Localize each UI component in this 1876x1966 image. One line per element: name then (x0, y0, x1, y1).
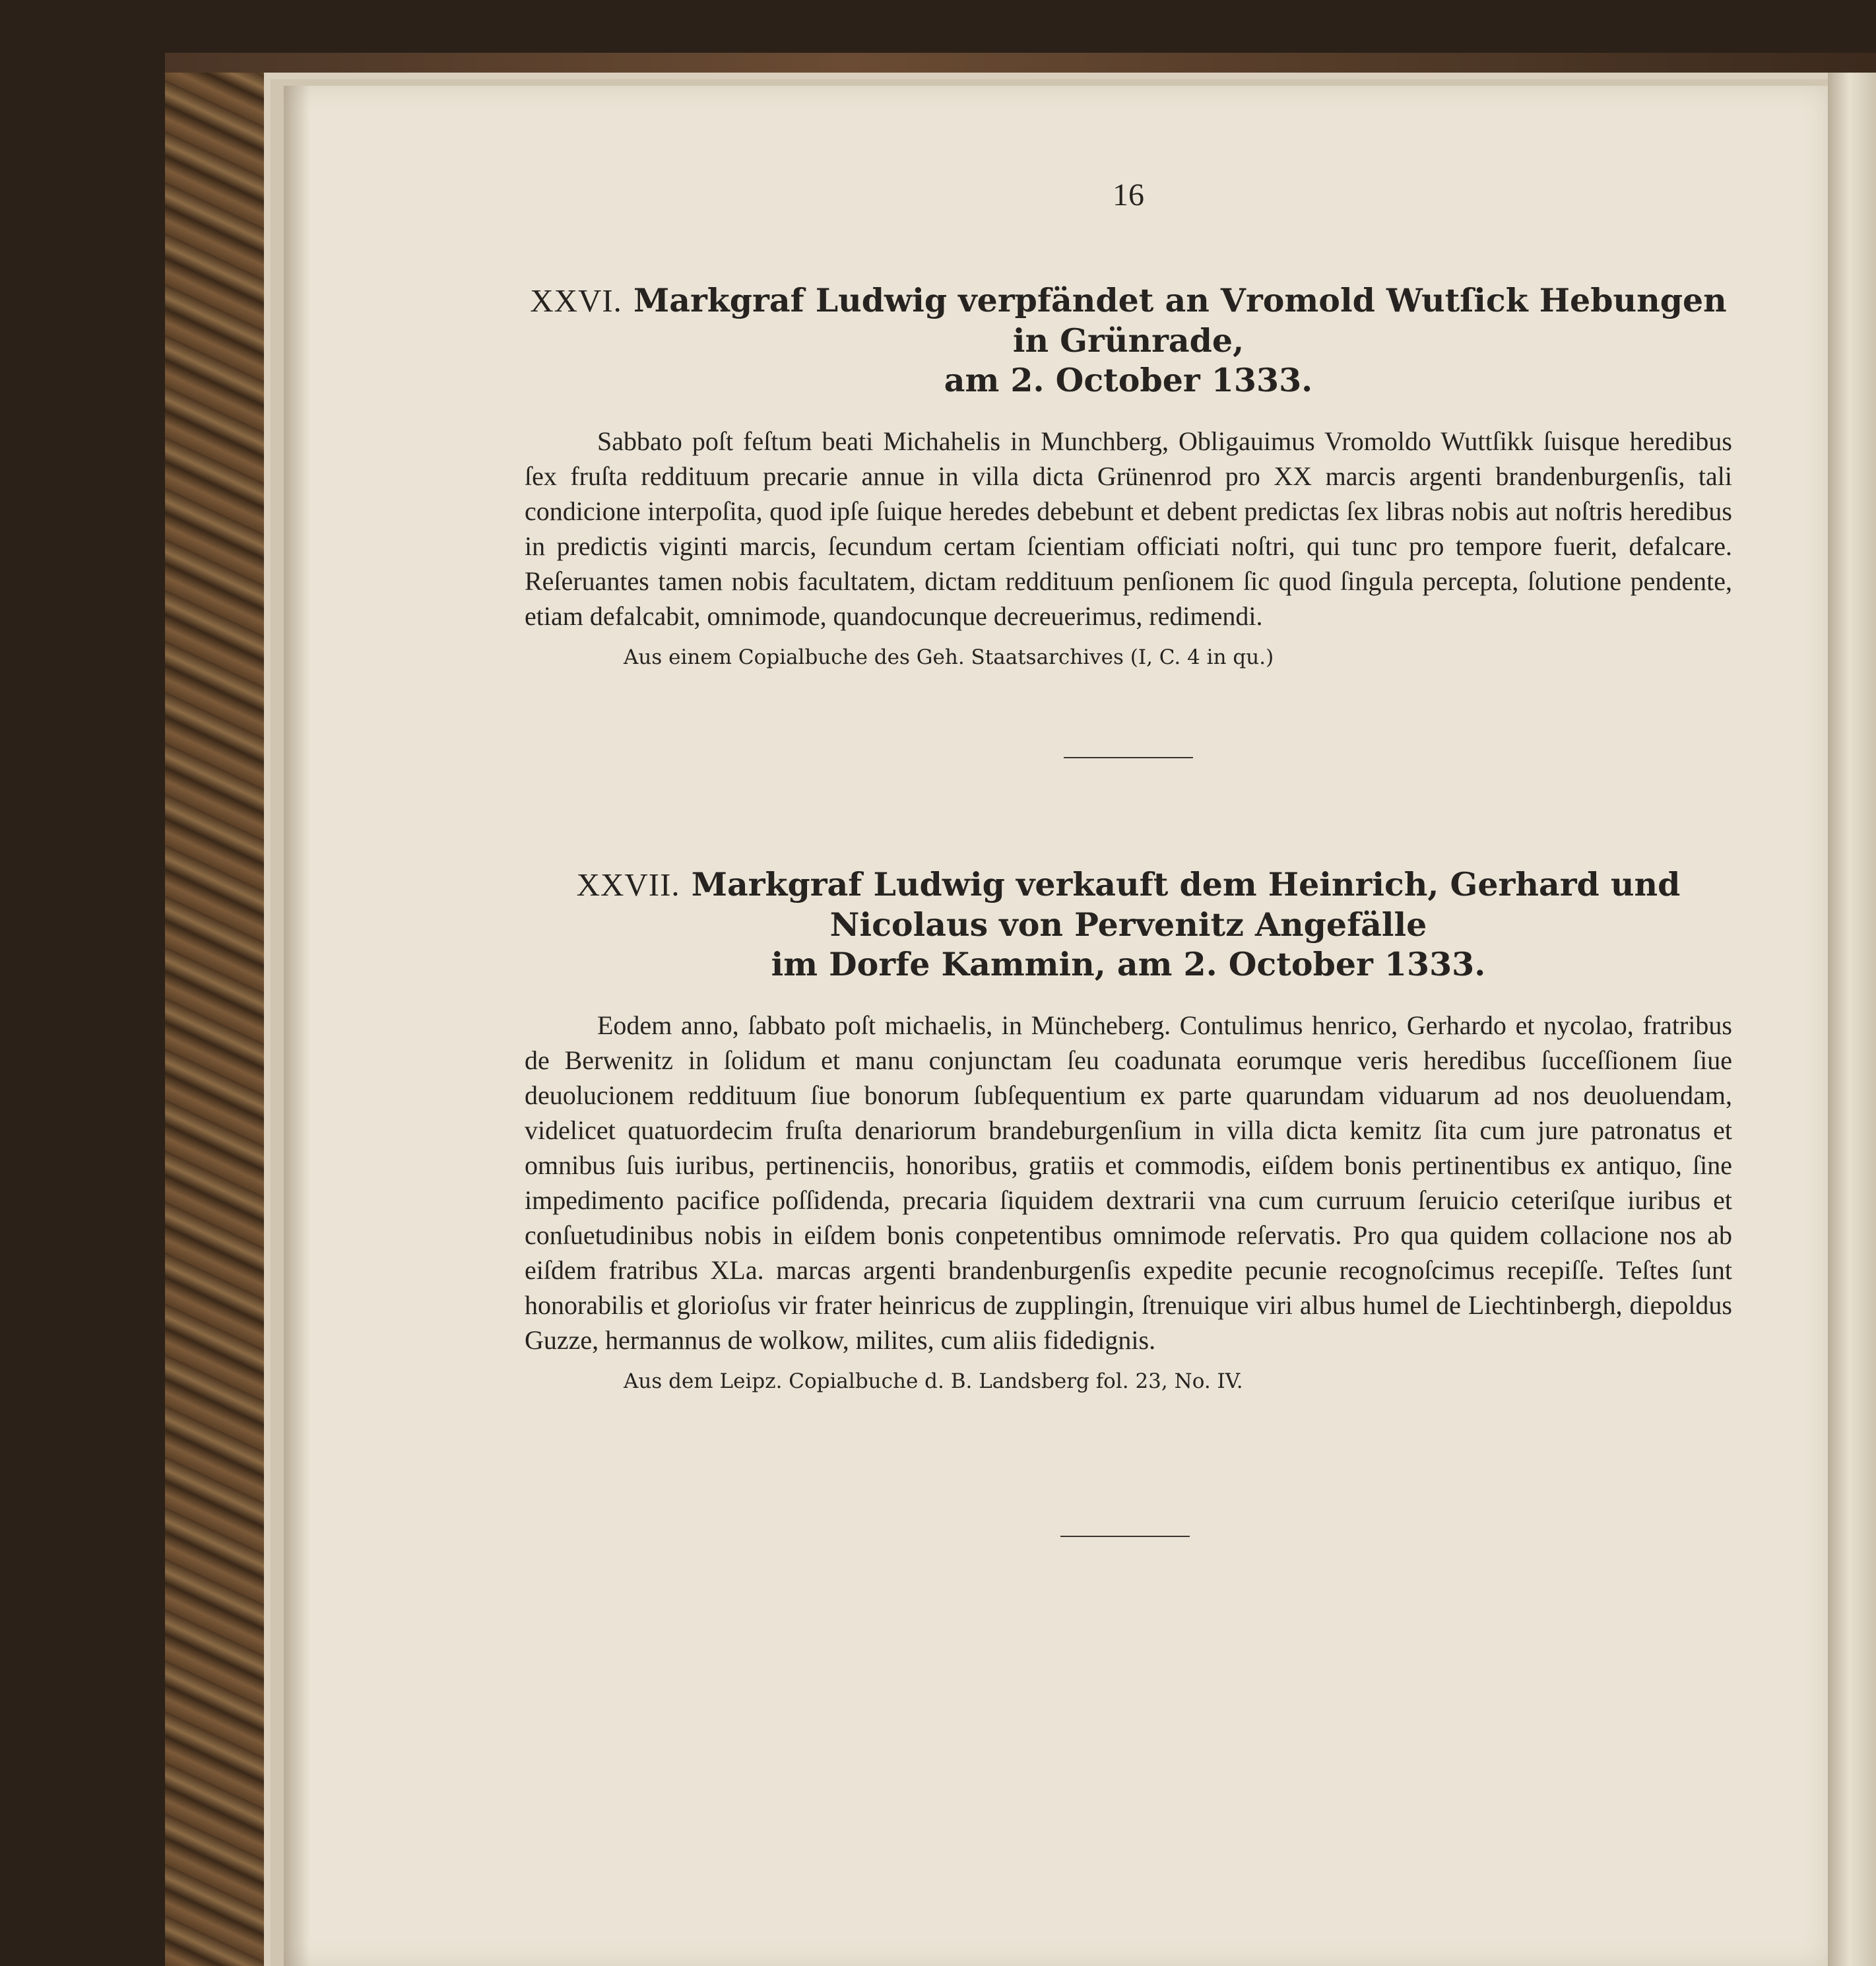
source-note: Aus einem Copialbuche des Geh. Staatsarchives (I, C. 4 in qu.) (624, 645, 1274, 669)
section-title-line1: Markgraf Ludwig verpfändet an Vromold Wutſick Hebungen in Grünrade, (633, 281, 1727, 360)
page-number: 16 (1113, 178, 1144, 213)
section-title-line2: am 2. October 1333. (944, 361, 1313, 399)
section-number: XXVI. (530, 282, 622, 319)
section-body: Eodem anno, ſabbato poſt michaelis, in Müncheberg. Contulimus henrico, Gerhardo et nycolao, fratribus de Berwenitz in ſolidum et manu conjunctam ſeu coadunata eorumque veris heredibus ſucceſſionem ſiue deuolucionem reddituum ſiue bonorum ſubſequentium ex parte quarundam viduarum ad nos deuoluendam, videlicet quatuordecim fruſta denariorum brandeburgenſium in villa dicta kemitz ſita cum jure patronatus et omnibus ſuis iuribus, pertinenciis, honoribus, gratiis et commodis, eiſdem bonis pertinentibus ex antiquo, ſine impedimento pacifice poſſidenda, precaria ſiquidem dextrarii vna cum curruum ſeruicio ceteriſque iuribus et conſuetudinibus nobis in eiſdem bonis conpetentibus omnimode reſervatis. Pro qua quidem collacione nos ab eiſdem fratribus XLa. marcas argenti brandenburgenſis expedite pecunie recognoſcimus recepiſſe. Teſtes ſunt honorabilis et glorioſus vir frater heinricus de zupplingin, ſtrenuique viri albus humel de Liechtinbergh, diepoldus Guzze, hermannus de wolkow, milites, cum aliis fidedignis. (525, 1010, 1732, 1355)
section-title-line1: Markgraf Ludwig verkauft dem Heinrich, Gerhard und Nicolaus von Pervenitz Angefälle (691, 865, 1681, 944)
section-body: Sabbato poſt feſtum beati Michahelis in Munchberg, Obligauimus Vromoldo Wuttſikk ſuisque heredibus ſex fruſta reddituum precarie annue in villa dicta Grünenrod pro XX marcis argenti brandenburgenſis, tali condicione interpoſita, quod ipſe ſuique heredes debebunt et debent predictas ſex libras nobis aut noſtris heredibus in predictis viginti marcis, ſecundum certam ſcientiam officiati noſtri, qui tunc pro tempore fuerit, defalcare. Reſeruantes tamen nobis facultatem, dictam reddituum penſionem ſic quod ſingula percepta, ſolutione pendente, etiam defalcabit, omnimode, quandocunque decreuerimus, redimendi. (525, 426, 1732, 631)
section-divider (1060, 1536, 1190, 1537)
section-number: XXVII. (576, 867, 680, 903)
section-title-line2: im Dorfe Kammin, am 2. October 1333. (771, 945, 1486, 983)
section-title (525, 865, 1732, 984)
section-xxvii (525, 865, 1732, 1394)
section-xxvi (525, 280, 1732, 671)
section-divider (1064, 757, 1193, 758)
source-note: Aus dem Leipz. Copialbuche d. B. Landsberg fol. 23, No. IV. (624, 1369, 1243, 1393)
section-title (525, 280, 1732, 400)
